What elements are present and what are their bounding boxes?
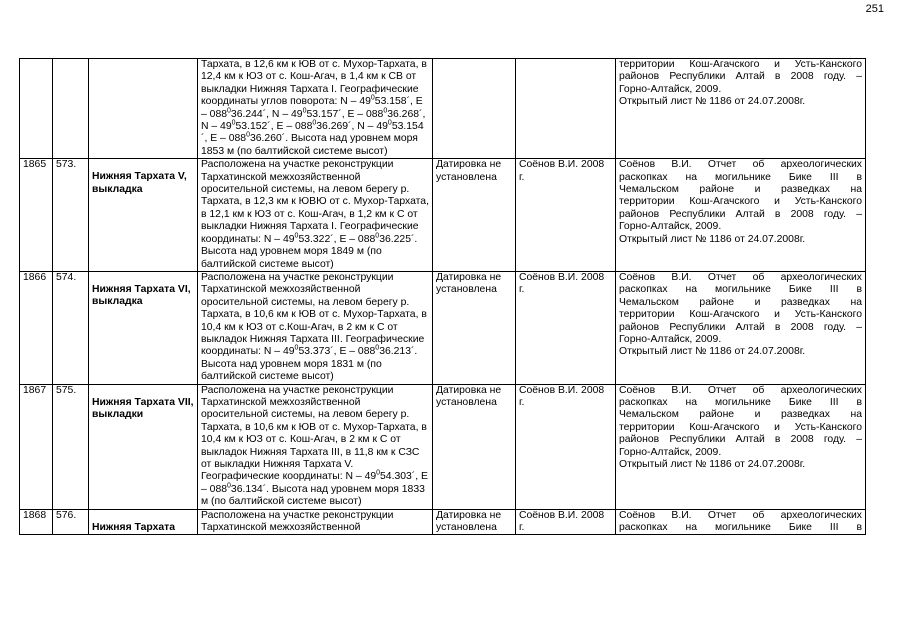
source-line: районов Республики Алтай в 2008 году. –: [619, 434, 862, 446]
item-number: [53, 59, 89, 159]
site-name: [89, 59, 198, 159]
source-line: Открытый лист № 1186 от 24.07.2008г.: [619, 459, 806, 470]
dating: Датировка не установлена: [433, 509, 516, 535]
source-line: Горно-Алтайск, 2009.: [619, 83, 722, 95]
source-reference: [616, 271, 866, 384]
table-row: [20, 384, 866, 509]
source-reference: [616, 384, 866, 509]
item-number: 573.: [53, 159, 89, 272]
author: Соёнов В.И. 2008 г.: [516, 509, 616, 535]
table-row: [20, 59, 866, 159]
source-line: территории Кош-Агачского и Усть-Канского: [619, 59, 862, 70]
dating: Датировка не установлена: [433, 384, 516, 509]
site-description: Расположена на участке реконструкции Тархатинской межхозяйственной оросительной системы, на левом берегу р. Тархата, в 10,6 км к ЮВ от с. Мухор-Тархата, в 10,4 км к ЮЗ от с.Кош-Агач, в 2 км к С от выкладок Нижняя Тархата III. Географические координаты: N – $49^053.373´$, E – $088^036.213´$. Высота над уровнем моря 1831 м (по балтийской системе высот): [198, 271, 433, 384]
table-row: [20, 271, 866, 384]
author: Соёнов В.И. 2008 г.: [516, 384, 616, 509]
source-line: районов Республики Алтай в 2008 году. –: [619, 71, 862, 83]
dating: [433, 59, 516, 159]
source-line: Соёнов В.И. Отчет об археологических: [619, 509, 862, 521]
item-number: 574.: [53, 271, 89, 384]
source-line: Открытый лист № 1186 от 24.07.2008г.: [619, 346, 806, 358]
source-line: раскопках на могильнике Бике III в: [619, 522, 862, 534]
source-line: Чемальском районе и разведках на: [619, 184, 862, 196]
source-line: территории Кош-Агачского и Усть-Канского: [619, 196, 862, 208]
page-number: 251: [865, 3, 884, 15]
source-line: территории Кош-Агачского и Усть-Канского: [619, 421, 862, 433]
source-line: Соёнов В.И. Отчет об археологических: [619, 159, 862, 171]
source-line: Открытый лист № 1186 от 24.07.2008г.: [619, 233, 806, 245]
source-line: Горно-Алтайск, 2009.: [619, 221, 722, 233]
dating: Датировка не установлена: [433, 159, 516, 272]
site-description: Расположена на участке реконструкции Тархатинской межхозяйственной оросительной системы, на левом берегу р. Тархата, в 12,3 км к ЮВЮ от с. Мухор-Тархата, в 12,1 км к ЮЗ от с. Кош-Агач, в 1,2 км к С от выкладки Нижняя Тархата I. Географические координаты: N – $49^053.322´$, E – $088^036.225´$. Высота над уровнем моря 1849 м (по балтийской системе высот): [198, 159, 433, 272]
register-number: 1865: [20, 159, 53, 272]
source-line: Горно-Алтайск, 2009.: [619, 333, 722, 345]
source-line: раскопках на могильнике Бике III в: [619, 171, 862, 183]
item-number: 575.: [53, 384, 89, 509]
register-number: [20, 59, 53, 159]
source-reference: [616, 59, 866, 159]
site-name: Нижняя Тархата V, выкладка: [89, 159, 198, 272]
table-row: [20, 509, 866, 535]
site-description: Расположена на участке реконструкции Тархатинской межхозяйственной оросительной системы, на левом берегу р. Тархата, в 10,6 км к ЮВ от с. Мухор-Тархата, в 10,4 км к ЮЗ от с. Кош-Агач, в 2 км к С от выкладок Нижняя Тархата III, в 11,8 км к СЗС от выкладки Нижняя Тархата V. Географические координаты: N – $49^054.303´$, E – $088^036.134´$. Высота над уровнем моря 1833 м (по балтийской системе высот): [198, 384, 433, 509]
source-reference: [616, 509, 866, 535]
register-number: 1867: [20, 384, 53, 509]
source-line: Соёнов В.И. Отчет об археологических: [619, 384, 862, 396]
source-line: Горно-Алтайск, 2009.: [619, 446, 722, 458]
author: Соёнов В.И. 2008 г.: [516, 271, 616, 384]
register-number: 1868: [20, 509, 53, 535]
author: [516, 59, 616, 159]
source-line: районов Республики Алтай в 2008 году. –: [619, 208, 862, 220]
site-name: Нижняя Тархата VII, выкладки: [89, 384, 198, 509]
site-description: Расположена на участке реконструкции Тархатинской межхозяйственной: [198, 509, 433, 535]
source-line: территории Кош-Агачского и Усть-Канского: [619, 309, 862, 321]
register-number: 1866: [20, 271, 53, 384]
source-line: Открытый лист № 1186 от 24.07.2008г.: [619, 96, 806, 108]
table-row: [20, 159, 866, 272]
register-table: [19, 58, 866, 535]
source-line: Чемальском районе и разведках на: [619, 409, 862, 421]
author: Соёнов В.И. 2008 г.: [516, 159, 616, 272]
site-name: Нижняя Тархата: [89, 509, 198, 535]
source-reference: [616, 159, 866, 272]
source-line: Чемальском районе и разведках на: [619, 296, 862, 308]
site-description: Тархата, в 12,6 км к ЮВ от с. Мухор-Тархата, в 12,4 км к ЮЗ от с. Кош-Агач, в 1,4 км к СВ от выкладки Нижняя Тархата I. Географические координаты углов поворота: N – $49^053.158´$, E – $088^036.244´$, N – $49^053.157´$, E – $088^036.268´$, N – $49^053.152´$, E – $088^036.269´$, N – $49^053.154´$, E – $088^036.260´$. Высота над уровнем моря 1853 м (по балтийской системе высот): [198, 59, 433, 159]
site-name: Нижняя Тархата VI, выкладка: [89, 271, 198, 384]
source-line: раскопках на могильнике Бике III в: [619, 284, 862, 296]
item-number: 576.: [53, 509, 89, 535]
source-line: районов Республики Алтай в 2008 году. –: [619, 321, 862, 333]
source-line: раскопках на могильнике Бике III в: [619, 396, 862, 408]
dating: Датировка не установлена: [433, 271, 516, 384]
source-line: Соёнов В.И. Отчет об археологических: [619, 271, 862, 283]
